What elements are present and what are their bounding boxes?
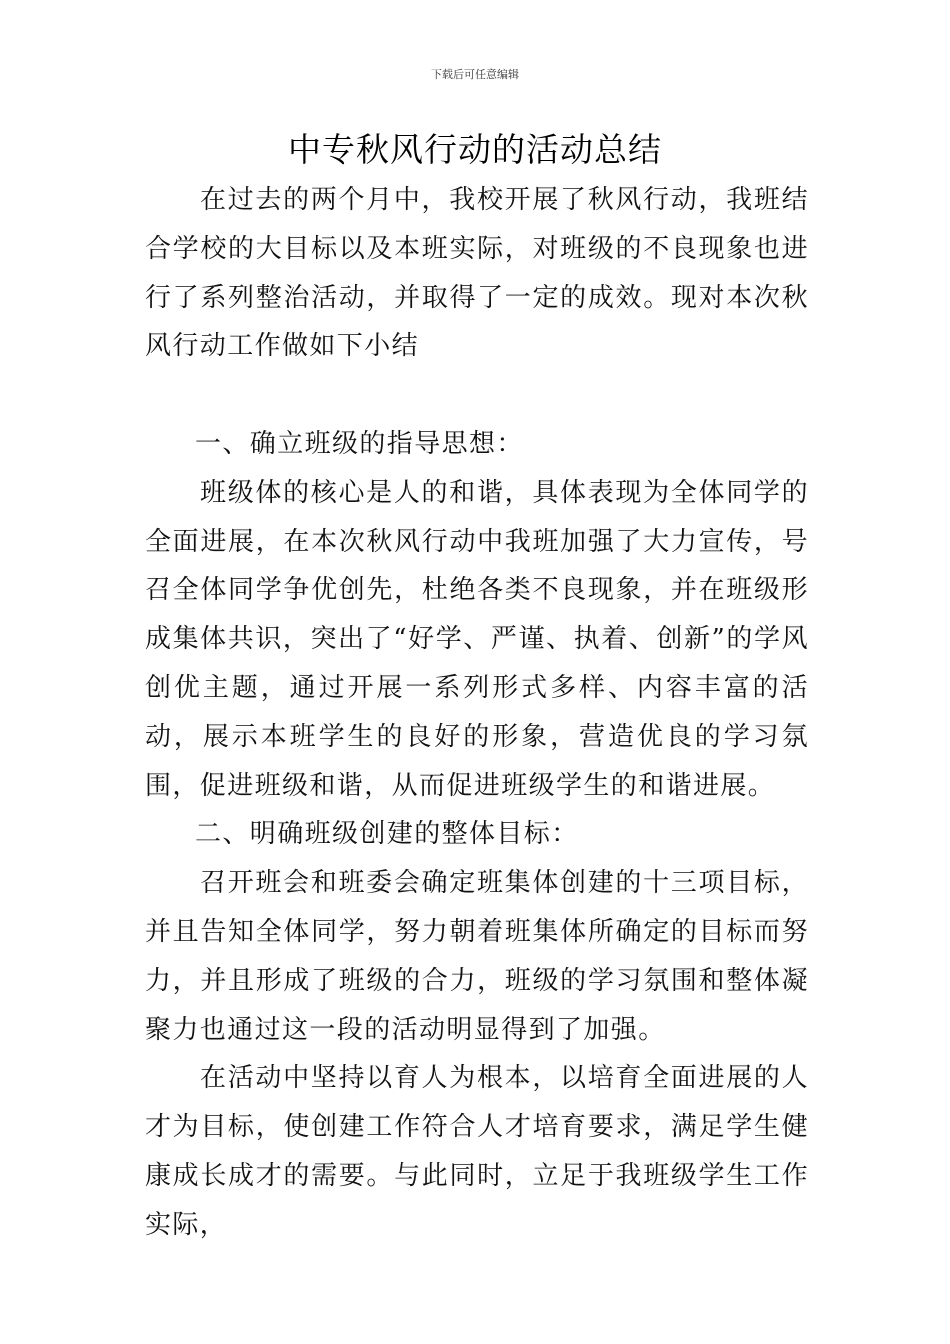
- intro-paragraph: 在过去的两个月中，我校开展了秋风行动，我班结合学校的大目标以及本班实际，对班级的不良现象也进行了系列整治活动，并取得了一定的成效。现对本次秋风行动工作做如下小结: [145, 185, 809, 362]
- section-heading-2: 二、明确班级创建的整体目标：: [195, 819, 579, 850]
- document-body: [145, 176, 809, 1250]
- section-2-paragraph: 召开班会和班委会确定班集体创建的十三项目标，并且告知全体同学，努力朝着班集体所确定的目标而努力，并且形成了班级的合力，班级的学习氛围和整体凝聚力也通过这一段的活动明显得到了加强。: [145, 868, 809, 1045]
- blank-line: [145, 371, 809, 420]
- document-title: 中专秋风行动的活动总结: [288, 130, 662, 169]
- section-heading-1: 一、确立班级的指导思想：: [195, 428, 524, 459]
- section-1-paragraph: 班级体的核心是人的和谐，具体表现为全体同学的全面进展，在本次秋风行动中我班加强了大力宣传，号召全体同学争优创先，杜绝各类不良现象，并在班级形成集体共识，突出了“好学、严谨、执着、创新”的学风创优主题，通过开展一系列形式多样、内容丰富的活动，展示本班学生的良好的形象，营造优良的学习氛围，促进班级和谐，从而促进班级学生的和谐进展。: [145, 477, 809, 801]
- section-2-paragraph-continued: 在活动中坚持以育人为根本，以培育全面进展的人才为目标，使创建工作符合人才培育要求，满足学生健康成长成才的需要。与此同时，立足于我班级学生工作实际，: [145, 1063, 809, 1240]
- header-note: 下载后可任意编辑: [431, 68, 519, 81]
